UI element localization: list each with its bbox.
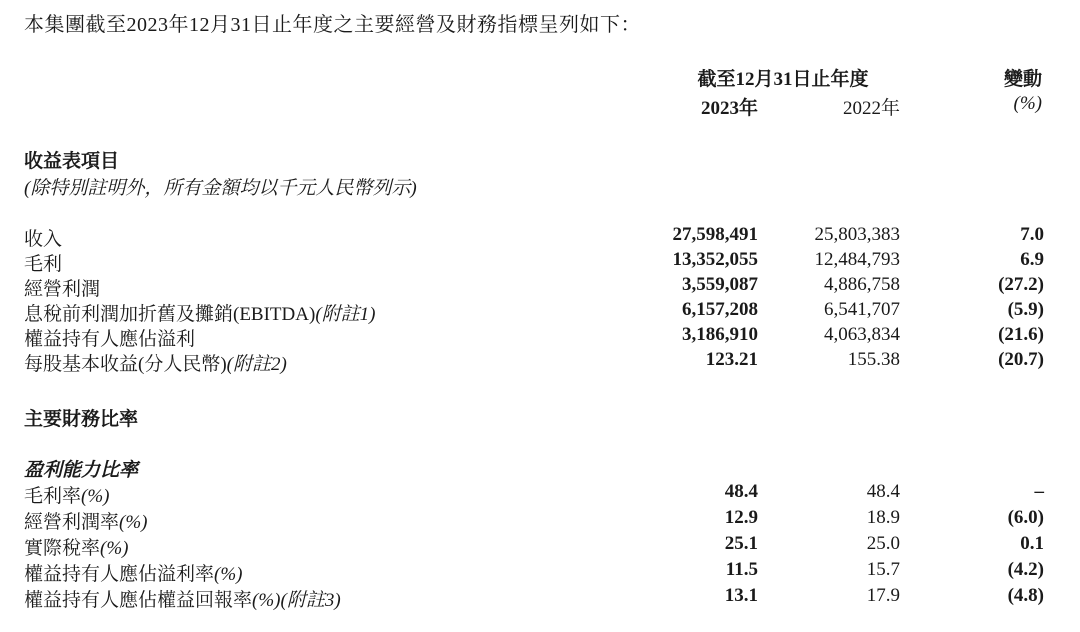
value-2022: 18.9 (866, 507, 900, 528)
year-2023-header: 2023年 (700, 98, 758, 119)
row-label: 收入 (24, 229, 63, 250)
change-value: (20.7) (998, 349, 1044, 370)
intro-text: 本集團截至2023年12月31日止年度之主要經營及財務指標呈列如下： (24, 14, 641, 36)
unit-note: (%) (81, 486, 110, 507)
ratios-section-title: 主要財務比率 (24, 409, 139, 430)
table-row (0, 299, 1080, 324)
table-row (0, 481, 1080, 506)
year-2022-header: 2022年 (842, 98, 900, 119)
change-value: (4.2) (1007, 559, 1044, 580)
profitability-subtitle: 盈利能力比率 (24, 460, 139, 481)
table-row (0, 224, 1080, 249)
row-label: 每股基本收益(分人民幣)(附註2) (24, 354, 287, 375)
row-label: 息稅前利潤加折舊及攤銷(EBITDA)(附註1) (24, 304, 376, 325)
value-2023: 11.5 (725, 559, 758, 580)
value-2023: 25.1 (724, 533, 758, 554)
value-2023: 13.1 (724, 585, 758, 606)
row-label: 權益持有人應佔溢利率(%) (24, 564, 243, 585)
change-value: (27.2) (998, 274, 1044, 295)
change-value: 0.1 (1020, 533, 1044, 554)
table-row (0, 349, 1080, 374)
value-2023: 6,157,208 (682, 299, 758, 320)
row-label: 權益持有人應佔權益回報率(%)(附註3) (24, 590, 341, 611)
value-2022: 17.9 (866, 585, 900, 606)
value-2022: 155.38 (847, 349, 900, 370)
income-section-title: 收益表項目 (24, 151, 120, 172)
change-value: 7.0 (1020, 224, 1044, 245)
table-row (0, 585, 1080, 610)
value-2022: 4,886,758 (824, 274, 900, 295)
footnote-ref: (附註2) (226, 354, 287, 375)
change-value: – (1034, 481, 1044, 502)
change-unit-header: (%) (1013, 93, 1042, 114)
table-row (0, 533, 1080, 558)
value-2023: 48.4 (724, 481, 758, 502)
value-2022: 15.7 (866, 559, 900, 580)
value-2022: 4,063,834 (824, 324, 900, 345)
value-2022: 12,484,793 (814, 249, 900, 270)
change-value: (4.8) (1007, 585, 1044, 606)
unit-note: (%)(附註3) (252, 590, 341, 611)
value-2023: 27,598,491 (672, 224, 758, 245)
value-2023: 3,186,910 (682, 324, 758, 345)
footnote-ref: (附註1) (315, 304, 376, 325)
row-label: 實際稅率(%) (24, 538, 129, 559)
change-value: 6.9 (1020, 249, 1044, 270)
value-2023: 3,559,087 (682, 274, 758, 295)
value-2022: 25.0 (866, 533, 900, 554)
value-2023: 13,352,055 (672, 249, 758, 270)
row-label: 經營利潤率(%) (24, 512, 148, 533)
value-2022: 25,803,383 (814, 224, 900, 245)
table-row (0, 274, 1080, 299)
value-2023: 123.21 (705, 349, 758, 370)
unit-note: (%) (214, 564, 243, 585)
table-row (0, 324, 1080, 349)
table-row (0, 249, 1080, 274)
value-2022: 48.4 (866, 481, 900, 502)
change-value: (5.9) (1007, 299, 1044, 320)
unit-note: (%) (119, 512, 148, 533)
row-label: 經營利潤 (24, 279, 101, 300)
change-header: 變動 (1003, 69, 1042, 90)
period-header: 截至12月31日止年度 (697, 69, 869, 90)
table-row (0, 507, 1080, 532)
income-section-note: (除特別註明外，所有金額均以千元人民幣列示) (24, 178, 417, 199)
row-label: 權益持有人應佔溢利 (24, 329, 196, 350)
value-2023: 12.9 (724, 507, 758, 528)
row-label: 毛利率(%) (24, 486, 110, 507)
change-value: (21.6) (998, 324, 1044, 345)
unit-note: (%) (100, 538, 129, 559)
table-row (0, 559, 1080, 584)
row-label: 毛利 (24, 254, 63, 275)
change-value: (6.0) (1007, 507, 1044, 528)
value-2022: 6,541,707 (824, 299, 900, 320)
